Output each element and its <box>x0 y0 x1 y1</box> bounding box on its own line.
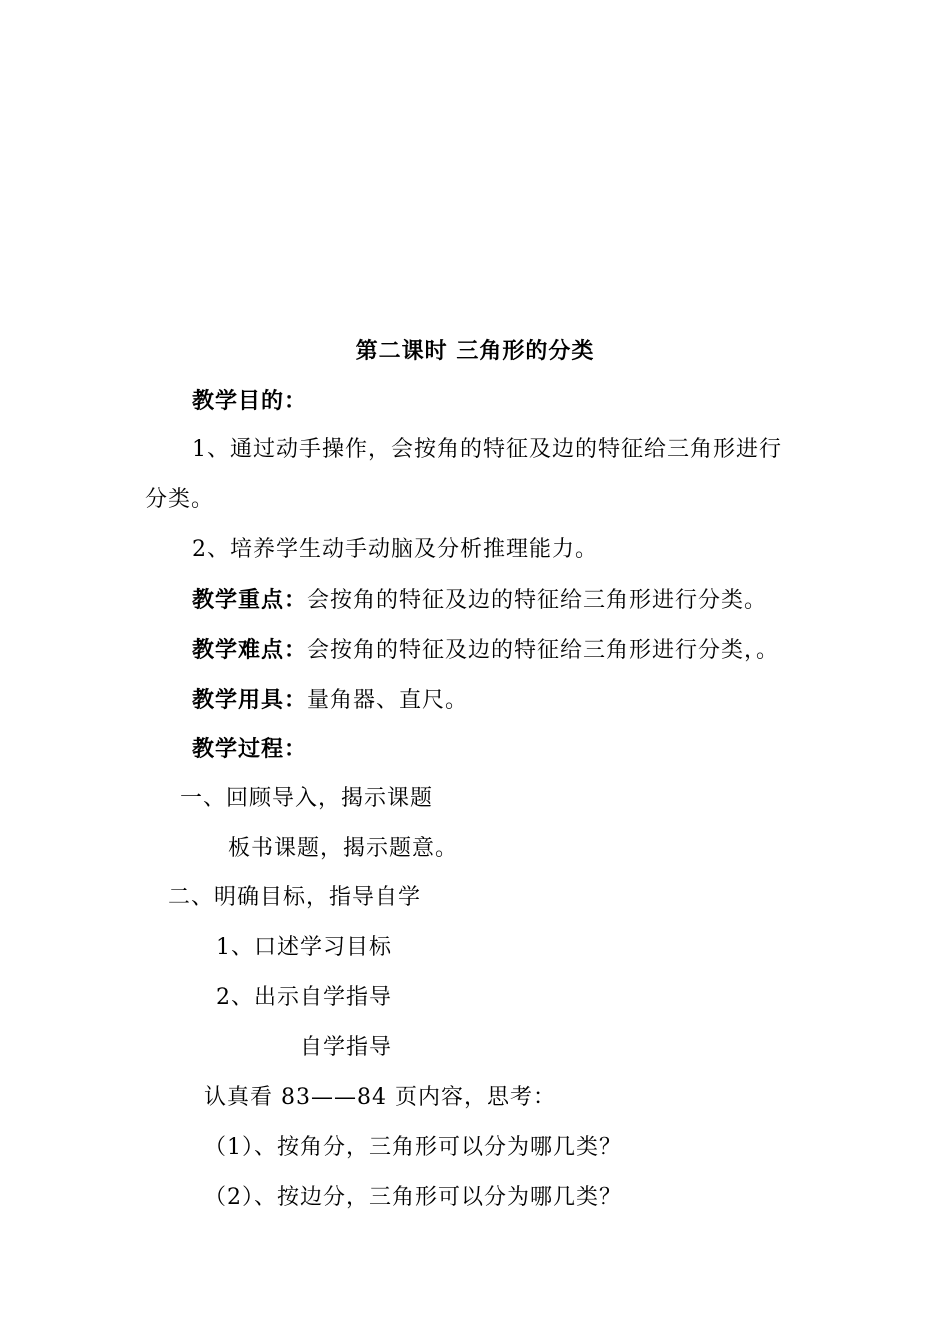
section-1-detail: 板书课题，揭示题意。 <box>228 836 459 861</box>
difficulties-paragraph <box>192 635 779 666</box>
key-points-paragraph <box>192 585 767 616</box>
question-1: （1）、按角分，三角形可以分为哪几类？ <box>204 1135 622 1160</box>
objectives-heading: 教学目的： <box>192 388 308 414</box>
page-title: 第二课时 三角形的分类 <box>355 338 595 364</box>
tools-paragraph <box>192 685 468 716</box>
step-1: 1、口述学习目标 <box>216 935 392 960</box>
tools-label: 教学用具： <box>192 687 308 713</box>
section-1-heading: 一、回顾导入，揭示课题 <box>180 786 434 811</box>
step-2: 2、出示自学指导 <box>216 985 392 1010</box>
tools-text: 量角器、直尺。 <box>307 688 469 713</box>
guide-title: 自学指导 <box>300 1035 393 1060</box>
difficulties-label: 教学难点： <box>192 637 308 663</box>
guide-intro: 认真看 83——84 页内容，思考： <box>204 1085 556 1110</box>
section-2-heading: 二、明确目标，指导自学 <box>168 885 422 910</box>
objective-1-line-1: 1、通过动手操作，会按角的特征及边的特征给三角形进行 <box>192 437 782 462</box>
question-2: （2）、按边分，三角形可以分为哪几类？ <box>204 1185 622 1210</box>
objective-1-line-2: 分类。 <box>145 487 215 512</box>
difficulties-text: 会按角的特征及边的特征给三角形进行分类，。 <box>307 638 780 663</box>
key-points-label: 教学重点： <box>192 587 308 613</box>
key-points-text: 会按角的特征及边的特征给三角形进行分类。 <box>307 588 768 613</box>
process-heading: 教学过程： <box>192 736 308 762</box>
objective-2: 2、培养学生动手动脑及分析推理能力。 <box>192 537 598 562</box>
